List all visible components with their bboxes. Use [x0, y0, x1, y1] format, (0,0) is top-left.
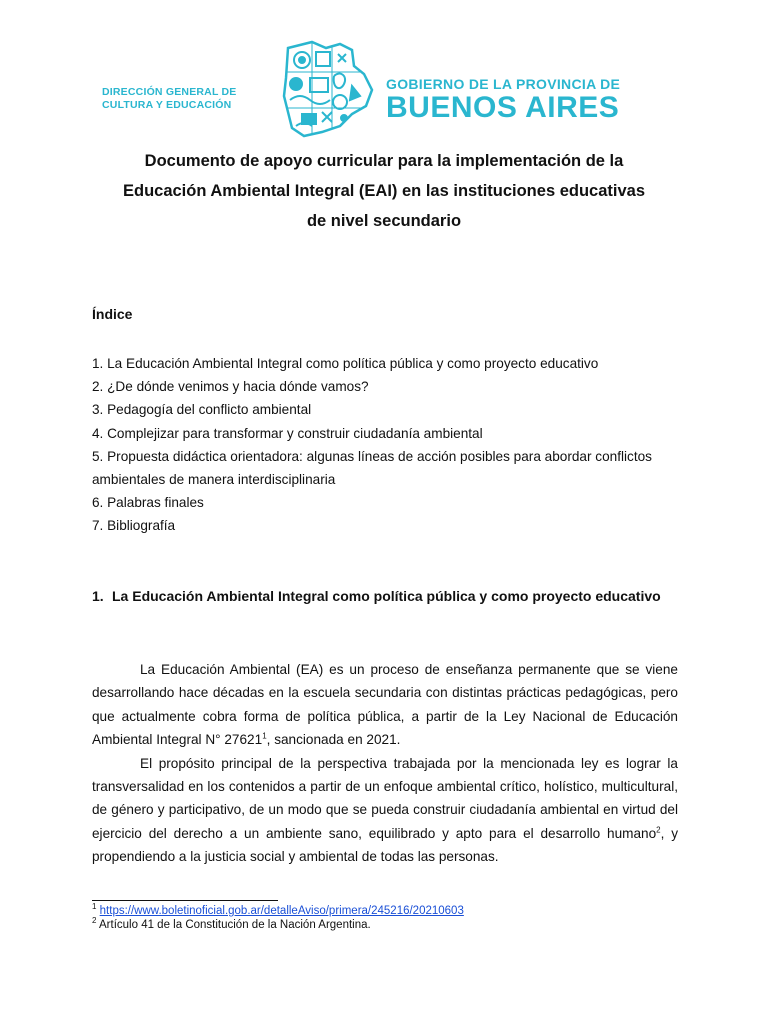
- index-heading: Índice: [92, 306, 133, 322]
- footnote-ref[interactable]: 2: [656, 825, 661, 835]
- title-line: de nivel secundario: [306, 212, 462, 230]
- paragraph: [92, 658, 678, 752]
- section-1-heading: [92, 584, 678, 608]
- footnote-divider: [92, 900, 278, 901]
- title-line: Educación Ambiental Integral (EAI) en las instituciones educativas: [122, 182, 645, 200]
- gba-logo-name: BUENOS AIRES: [386, 91, 620, 124]
- dgce-logo-line: CULTURA Y EDUCACIÓN: [102, 99, 232, 111]
- index-item: 3. Pedagogía del conflicto ambiental: [92, 402, 312, 418]
- footnotes: [92, 904, 692, 932]
- footnote-ref[interactable]: 1: [262, 731, 267, 741]
- section-1-body: [92, 658, 678, 869]
- index-item: 6. Palabras finales: [92, 495, 204, 511]
- section-title: La Educación Ambiental Integral como política pública y como proyecto educativo: [112, 588, 661, 604]
- paragraph-text: La Educación Ambiental (EA) es un proceso de enseñanza permanente que se viene desarrollando hace décadas en la escuela secundaria con distintas prácticas pedagógicas, pero que actualmente cobra forma de política pública, a partir de la Ley Nacional de Educación Ambiental Integral N° 27621: [92, 662, 678, 748]
- footnote-mark: 2: [92, 916, 97, 926]
- gba-logo-top: GOBIERNO DE LA PROVINCIA DE: [386, 76, 621, 92]
- footnote-text: Artículo 41 de la Constitución de la Nación Argentina.: [99, 919, 371, 931]
- paragraph-text: , y propendiendo a la justicia social y ambiental de todas las personas.: [92, 825, 678, 865]
- paragraph: [92, 752, 678, 869]
- footnote-link[interactable]: https://www.boletinoficial.gob.ar/detalleAviso/primera/245216/20210603: [99, 905, 464, 917]
- gba-logo: [386, 76, 620, 123]
- footnote: [92, 904, 692, 918]
- dgce-logo-line: DIRECCIÓN GENERAL DE: [102, 86, 237, 98]
- index-item: 5. Propuesta didáctica orientadora: algunas líneas de acción posibles para abordar conflictos: [92, 448, 652, 464]
- document-title: [100, 146, 668, 236]
- index-list: [92, 352, 692, 538]
- paragraph-text: El propósito principal de la perspectiva trabajada por la mencionada ley es lograr la transversalidad en los contenidos a partir de un enfoque ambiental crítico, holístico, multicultural, de género y participativo, de un modo que se pueda construir ciudadanía ambiental en virtud del ejercicio del derecho a un ambiente sano, equilibrado y apto para el desarrollo humano: [92, 755, 678, 841]
- index-item: 4. Complejizar para transformar y construir ciudadanía ambiental: [92, 425, 483, 441]
- paragraph-text: , sancionada en 2021.: [266, 732, 401, 748]
- dgce-logo: [102, 86, 237, 112]
- index-item: 7. Bibliografía: [92, 518, 176, 534]
- page-header: [0, 40, 768, 150]
- index-item: 2. ¿De dónde venimos y hacia dónde vamos?: [92, 379, 369, 395]
- index-item: ambientales de manera interdisciplinaria: [92, 472, 336, 488]
- section-number: 1.: [92, 588, 104, 604]
- title-line: Documento de apoyo curricular para la implementación de la: [144, 152, 624, 170]
- index-item: 1. La Educación Ambiental Integral como política pública y como proyecto educativo: [92, 356, 599, 371]
- footnote-mark: 1: [92, 902, 97, 912]
- buenos-aires-province-map-icon: [282, 40, 374, 140]
- footnote: [92, 918, 692, 932]
